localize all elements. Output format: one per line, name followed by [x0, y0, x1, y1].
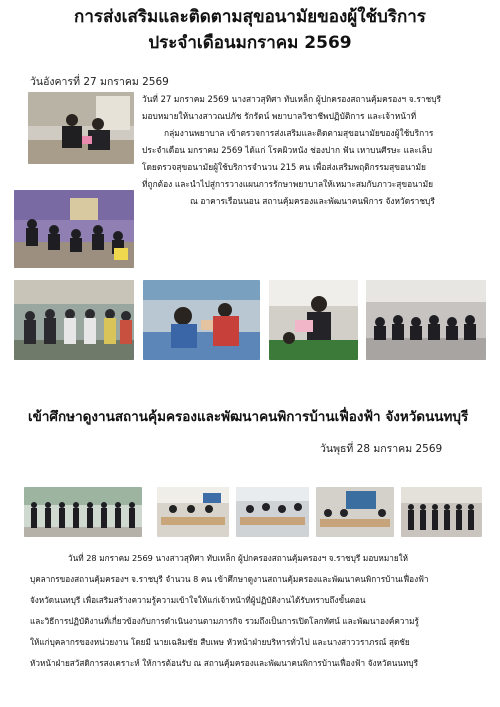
section2-date: วันพุธที่ 28 มกราคม 2569	[320, 443, 443, 455]
section1-paragraph	[142, 91, 492, 210]
photo-hygiene-check-6	[366, 280, 486, 360]
section1-paragraph-line: มอบหมายให้นางสาวณปภัช รักรัตน์ พยาบาลวิชาชีพปฏิบัติการ และเจ้าหน้าที่	[142, 111, 417, 121]
photo-hygiene-check-2	[14, 190, 134, 268]
section2-title: เข้าศึกษาดูงานสถานคุ้มครองและพัฒนาคนพิการบ้านเฟื่องฟ้า จังหวัดนนทบุรี	[28, 409, 469, 425]
section2-paragraph-line: บุคลากรของสถานคุ้มครองฯ จ.ราชบุรี จำนวน 8 คน เข้าศึกษาดูงานสถานคุ้มครองและพัฒนาคนพิการบ้านเฟื่องฟ้า	[30, 574, 429, 584]
section1-date: วันอังคารที่ 27 มกราคม 2569	[30, 76, 169, 88]
section1-paragraph-line: วันที่ 27 มกราคม 2569 นางสาวสุทิศา ทับเหล็ก ผู้ปกครองสถานคุ้มครองฯ จ.ราชบุรี	[142, 94, 442, 104]
photo-study-visit-1	[24, 487, 142, 537]
photo-study-visit-2	[157, 487, 229, 537]
photo-hygiene-check-4	[143, 280, 260, 360]
section2-paragraph-line: จังหวัดนนทบุรี เพื่อเสริมสร้างความรู้ความเข้าใจให้แก่เจ้าหน้าที่ผู้ปฏิบัติงานได้รับทราบถึงขั้นตอน	[30, 595, 366, 605]
photo-hygiene-check-3	[14, 280, 134, 360]
section2-paragraph-line: วันที่ 28 มกราคม 2569 นางสาวสุทิศา ทับเหล็ก ผู้ปกครองสถานคุ้มครองฯ จ.ราชบุรี มอบหมายให้	[68, 553, 409, 563]
section2-paragraph-line: หัวหน้าฝ่ายสวัสดิการสงเคราะห์ ให้การต้อนรับ ณ สถานคุ้มครองและพัฒนาคนพิการบ้านเฟื่องฟ้า จังหวัดนนทบุรี	[30, 658, 418, 668]
section2-paragraph-line: ให้แก่บุคลากรของหน่วยงาน โดยมี นายเฉลิมชัย สืบเพษ หัวหน้าฝ่ายบริหารทั่วไป และนางสาววราภรณ์ สุดชัย	[30, 637, 410, 647]
photo-study-visit-4	[316, 487, 394, 537]
section1-paragraph-line: ประจำเดือน มกราคม 2569 ได้แก่ โรคผิวหนัง ช่องปาก ฟัน เหาบนศีรษะ และเล็บ	[142, 145, 433, 155]
section1-title-line2: ประจำเดือนมกราคม 2569	[148, 33, 352, 53]
section1-paragraph-line: ที่ถูกต้อง และนำไปสู่การวางแผนการรักษาพยาบาลให้เหมาะสมกับภาวะสุขอนามัย	[142, 179, 434, 189]
section1-paragraph-line: กลุ่มงานพยาบาล เข้าตรวจการส่งเสริมและติดตามสุขอนามัยของผู้ใช้บริการ	[164, 128, 434, 138]
photo-study-visit-5	[401, 487, 482, 537]
section2-paragraph	[30, 548, 480, 674]
section1-paragraph-line: ณ อาคารเรือนนอน สถานคุ้มครองและพัฒนาคนพิการ จังหวัดราชบุรี	[190, 196, 435, 206]
photo-hygiene-check-1	[28, 92, 134, 164]
section1-title-line1: การส่งเสริมและติดตามสุขอนามัยของผู้ใช้บริการ	[74, 7, 426, 27]
photo-hygiene-check-5	[269, 280, 358, 360]
section1-paragraph-line: โดยตรวจสุขอนามัยผู้ใช้บริการจำนวน 215 คน เพื่อส่งเสริมพฤติกรรมสุขอนามัย	[142, 162, 426, 172]
section2-paragraph-line: และวิธีการปฏิบัติงานที่เกี่ยวข้องกับการดำเนินงานตามภารกิจ รวมถึงเป็นการเปิดโลกทัศน์ และพัฒนาองค์ความรู้	[30, 616, 419, 626]
photo-study-visit-3	[236, 487, 309, 537]
